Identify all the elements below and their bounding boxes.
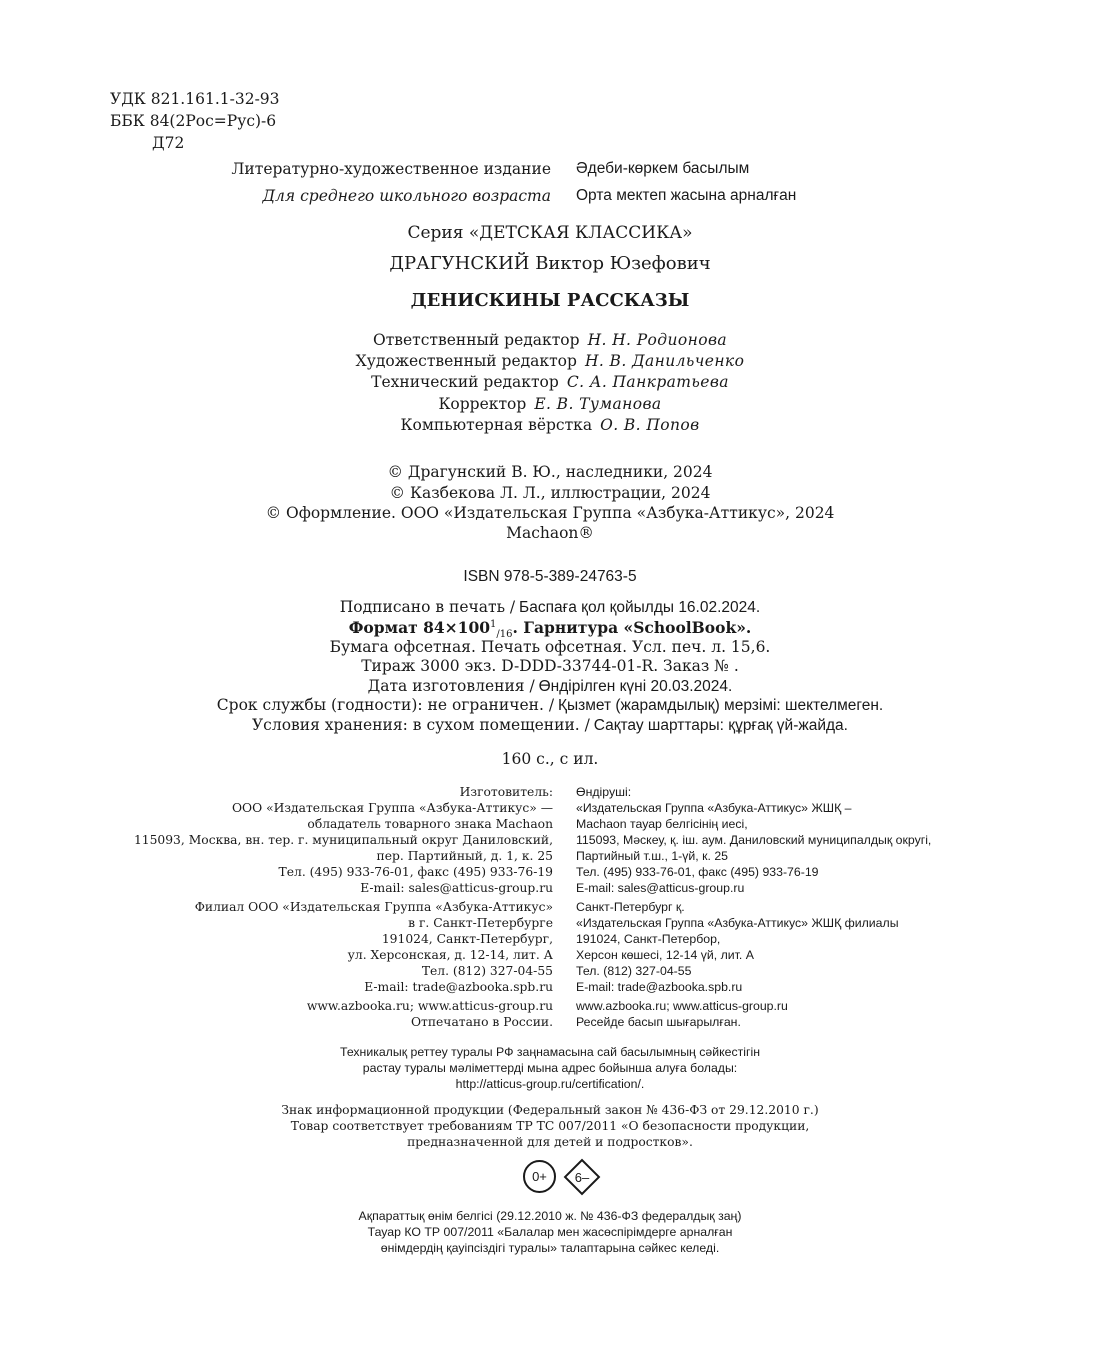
print-signed	[0, 598, 1100, 617]
author-mark: Д72	[152, 134, 185, 152]
info-sign-ru	[0, 1102, 1100, 1150]
web-kz-sites: www.azbooka.ru; www.atticus-group.ru	[576, 999, 788, 1013]
info-sign-kz-line: өнімдердің қауіпсіздігі туралы» талаптарына сәйкес келеді.	[380, 1241, 720, 1255]
format-frac-num: 1	[490, 618, 497, 630]
manufacturer-ru-line: Изготовитель:	[459, 785, 553, 799]
manufacturer-ru-line: пер. Партийный, д. 1, к. 25	[376, 849, 553, 863]
age-group-ru: Для среднего школьного возраста	[262, 187, 551, 205]
manufacturer-kz-line: «Издательская Группа «Азбука-Аттикус» ЖШҚ –	[576, 801, 852, 815]
web-kz-printed: Ресейде басып шығарылған.	[576, 1015, 741, 1029]
credit-role: Компьютерная вёрстка	[400, 416, 593, 434]
bbk-code: ББК 84(2Рос=Рус)-6	[110, 112, 277, 130]
credit-line	[0, 395, 1100, 413]
info-sign-ru-line: Знак информационной продукции (Федеральный закон № 436-ФЗ от 29.12.2010 г.)	[281, 1103, 819, 1117]
manufacturer-kz	[576, 784, 1096, 896]
print-life-kz: Қызмет (жарамдылық) мерзімі: шектелмеген.	[557, 697, 884, 714]
info-sign-kz-line: Ақпараттық өнім белгісі (29.12.2010 ж. № 436-ФЗ федералдық заң)	[358, 1209, 742, 1223]
branch-ru-line: в г. Санкт-Петербурге	[408, 916, 553, 930]
format-pre: Формат 84×100	[348, 618, 491, 637]
classification-block	[110, 88, 280, 154]
credit-line	[0, 373, 1100, 391]
age-rating-6-icon	[563, 1158, 601, 1196]
manufacturer-ru-email: E-mail: sales@atticus-group.ru	[360, 881, 553, 895]
info-sign-ru-line: Товар соответствует требованиям ТР ТС 007/2011 «О безопасности продукции,	[290, 1119, 810, 1133]
author: ДРАГУНСКИЙ Виктор Юзефович	[389, 253, 711, 274]
manufacturer-ru-line: ООО «Издательская Группа «Азбука-Аттикус» —	[231, 801, 553, 815]
branch-kz-line: 191024, Санкт-Петербор,	[576, 932, 721, 946]
credit-name: С. А. Панкратьева	[566, 373, 729, 391]
credit-name: Н. Н. Родионова	[587, 331, 728, 349]
branch-ru	[33, 899, 553, 995]
branch-ru-line: ул. Херсонская, д. 12-14, лит. А	[347, 948, 553, 962]
branch-ru-line: Филиал ООО «Издательская Группа «Азбука-Аттикус»	[194, 900, 553, 914]
age-rating-0-plus-icon: 0+	[523, 1160, 556, 1193]
branch-ru-line: 191024, Санкт-Петербург,	[381, 932, 553, 946]
branch-kz-line: «Издательская Группа «Азбука-Аттикус» ЖШҚ филиалы	[576, 916, 899, 930]
book-title: ДЕНИСКИНЫ РАССКАЗЫ	[410, 290, 690, 311]
credit-line	[0, 331, 1100, 349]
print-signed-ru: Подписано в печать /	[339, 598, 516, 616]
credit-role: Технический редактор	[371, 373, 559, 391]
manufacturer-ru	[33, 784, 553, 896]
manufacturer-kz-line: Өндіруші:	[576, 785, 632, 799]
branch-kz	[576, 899, 1096, 995]
print-format	[0, 618, 1100, 640]
credit-role: Корректор	[438, 395, 527, 413]
print-storage	[0, 716, 1100, 735]
manufacturer-ru-line: обладатель товарного знака Machaon	[307, 817, 553, 831]
info-sign-kz	[0, 1208, 1100, 1256]
print-date-ru: Дата изготовления /	[367, 677, 535, 695]
branch-ru-line: Тел. (812) 327-04-55	[421, 964, 553, 978]
print-run: Тираж 3000 экз. D-DDD-33744-01-R. Заказ № .	[361, 657, 739, 675]
credit-name: Е. В. Туманова	[534, 395, 662, 413]
credit-name: Н. В. Данильченко	[584, 352, 745, 370]
credit-line	[0, 352, 1100, 370]
credit-name: О. В. Попов	[600, 416, 700, 434]
manufacturer-kz-line: Партийный т.ш., 1-үй, к. 25	[576, 849, 729, 863]
print-date	[0, 677, 1100, 696]
manufacturer-ru-line: Тел. (495) 933-76-01, факс (495) 933-76-19	[278, 865, 553, 879]
credit-role: Ответственный редактор	[372, 331, 580, 349]
print-service-life	[0, 696, 1100, 715]
branch-kz-line: Херсон көшесі, 12-14 үй, лит. А	[576, 948, 754, 962]
manufacturer-kz-email: E-mail: sales@atticus-group.ru	[576, 881, 745, 895]
web-ru-sites: www.azbooka.ru; www.atticus-group.ru	[306, 999, 553, 1013]
series: Серия «ДЕТСКАЯ КЛАССИКА»	[407, 223, 693, 243]
print-storage-ru: Условия хранения: в сухом помещении. /	[251, 716, 590, 734]
genre-ru: Литературно-художественное издание	[231, 160, 551, 178]
udk-code: УДК 821.161.1-32-93	[110, 90, 280, 108]
print-paper: Бумага офсетная. Печать офсетная. Усл. печ. л. 15,6.	[329, 638, 771, 656]
credit-line	[0, 416, 1100, 434]
print-date-kz: Өндірілген күні 20.03.2024.	[538, 678, 733, 695]
format-frac-den: /16	[496, 629, 513, 641]
tech-regulation-line: растау туралы мәліметтерді мына адрес бойынша алуға болады:	[362, 1061, 738, 1075]
age-group-kz: Орта мектеп жасына арналған	[576, 187, 797, 204]
manufacturer-kz-line: 115093, Мәскеу, қ. іш. аум. Даниловский муниципалдық округі,	[576, 833, 932, 847]
info-sign-ru-line: предназначенной для детей и подростков».	[407, 1135, 693, 1149]
web-kz	[576, 998, 1096, 1030]
print-storage-kz: Сақтау шарттары: құрғақ үй-жайда.	[593, 717, 848, 734]
manufacturer-kz-line: Тел. (495) 933-76-01, факс (495) 933-76-19	[576, 865, 819, 879]
page-count: 160 с., с ил.	[501, 750, 599, 768]
print-signed-kz: Баспаға қол қойылды 16.02.2024.	[519, 599, 761, 616]
trademark: Machaon®	[506, 524, 594, 542]
certification-url: http://atticus-group.ru/certification/.	[455, 1077, 645, 1091]
format-post: . Гарнитура «SchoolBook».	[512, 618, 752, 637]
branch-kz-line: Тел. (812) 327-04-55	[576, 964, 692, 978]
info-sign-kz-line: Тауар КО ТР 007/2011 «Балалар мен жасөспірімдерге арналған	[367, 1225, 733, 1239]
tech-regulation-line: Техникалық реттеу туралы РФ заңнамасына сай басылымның сәйкестігін	[340, 1045, 760, 1059]
manufacturer-ru-line: 115093, Москва, вн. тер. г. муниципальный округ Даниловский,	[133, 833, 553, 847]
tech-regulation-kz	[0, 1044, 1100, 1092]
credit-role: Художественный редактор	[355, 352, 577, 370]
copyright-line: © Драгунский В. Ю., наследники, 2024	[387, 463, 713, 481]
isbn: ISBN 978-5-389-24763-5	[463, 568, 637, 585]
branch-ru-email: E-mail: trade@azbooka.spb.ru	[364, 980, 553, 994]
web-ru	[33, 998, 553, 1030]
age-rating-6-label: 6–	[574, 1169, 590, 1185]
manufacturer-kz-line: Machaon тауар белгісінің иесі,	[576, 817, 748, 831]
copyright-line: © Оформление. ООО «Издательская Группа «Азбука-Аттикус», 2024	[265, 504, 835, 522]
web-ru-printed: Отпечатано в России.	[410, 1015, 553, 1029]
branch-kz-email: E-mail: trade@azbooka.spb.ru	[576, 980, 743, 994]
genre-kz: Әдеби-көркем басылым	[576, 160, 750, 177]
branch-kz-line: Санкт-Петербург қ.	[576, 900, 685, 914]
copyright-line: © Казбекова Л. Л., иллюстрации, 2024	[389, 484, 711, 502]
print-life-ru: Срок службы (годности): не ограничен. /	[216, 696, 555, 714]
